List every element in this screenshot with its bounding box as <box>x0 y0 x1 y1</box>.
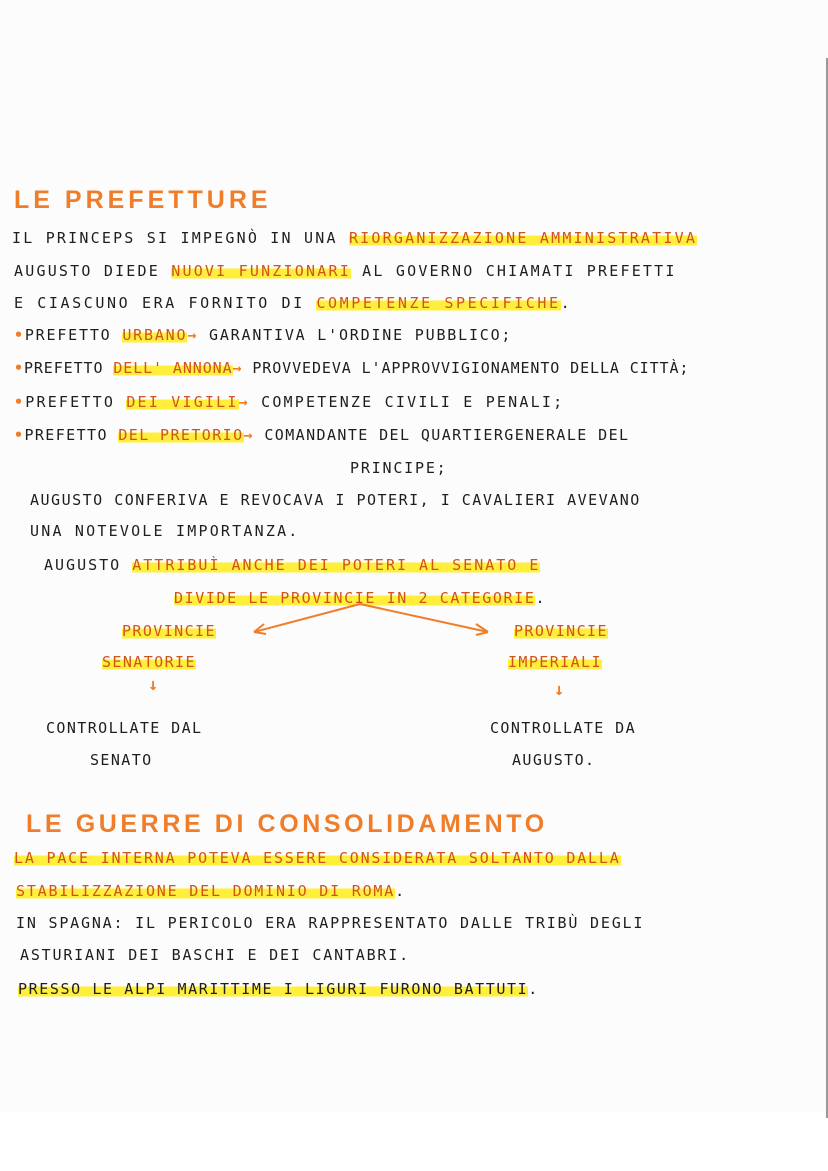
page-bottom-margin <box>0 1112 828 1171</box>
text: . <box>535 589 547 607</box>
highlighted-text: LA PACE INTERNA POTEVA ESSERE CONSIDERATA SOLTANTO DALLA <box>14 849 621 867</box>
text-line: CONTROLLATE DA <box>490 719 637 737</box>
text: AUGUSTO DIEDE <box>14 262 172 280</box>
text: PREFETTO <box>24 326 123 344</box>
bullet-icon: • <box>14 393 26 411</box>
text-line: CONTROLLATE DAL <box>46 719 203 737</box>
text: GARANTIVA L'ORDINE PUBBLICO; <box>198 326 513 344</box>
text: PREFETTO <box>24 426 119 444</box>
highlighted-text: ATTRIBUÌ ANCHE DEI POTERI AL SENATO E <box>132 556 541 574</box>
text-line <box>14 848 621 868</box>
highlighted-text: STABILIZZAZIONE DEL DOMINIO DI ROMA <box>16 882 396 900</box>
text-line <box>14 261 677 281</box>
highlighted-text: DEL PRETORIO <box>118 426 244 444</box>
arrow-right-icon: → <box>243 426 254 444</box>
category-label-right <box>508 652 602 672</box>
section-title-guerre: LE GUERRE DI CONSOLIDAMENTO <box>26 810 548 838</box>
text: PREFETTO <box>25 393 127 411</box>
arrow-right-icon: → <box>238 393 250 411</box>
text-line: ASTURIANI DEI BASCHI E DEI CANTABRI. <box>20 946 410 964</box>
highlighted-text: URBANO <box>122 326 188 344</box>
text: IL PRINCEPS SI IMPEGNÒ IN UNA <box>12 229 349 247</box>
arrow-down-icon: ↓ <box>148 675 160 695</box>
arrow-left-branch <box>254 604 360 632</box>
category-label-left <box>122 621 216 641</box>
bullet-item <box>14 358 689 378</box>
text-line: IN SPAGNA: IL PERICOLO ERA RAPPRESENTATO DALLE TRIBÙ DEGLI <box>16 914 645 932</box>
bullet-item <box>14 425 629 445</box>
category-label-left <box>102 652 196 672</box>
text: AL GOVERNO CHIAMATI PREFETTI <box>350 262 677 280</box>
text: E CIASCUNO ERA FORNITO DI <box>14 294 317 312</box>
highlighted-text: PROVINCIE <box>514 622 608 640</box>
highlighted-text: COMPETENZE SPECIFICHE <box>316 294 561 312</box>
highlighted-text: IMPERIALI <box>508 653 602 671</box>
bullet-icon: • <box>14 326 25 344</box>
highlighted-text: PRESSO LE ALPI MARITTIME I LIGURI FURONO BATTUTI <box>18 980 529 998</box>
text-line: SENATO <box>90 751 153 769</box>
arrow-down-icon: ↓ <box>554 680 566 700</box>
text: AUGUSTO <box>44 556 133 574</box>
highlighted-text: PROVINCIE <box>122 622 216 640</box>
text-line: PRINCIPE; <box>350 459 448 477</box>
bullet-item <box>14 325 512 345</box>
page-top-margin <box>0 0 828 178</box>
highlighted-text: DIVIDE LE PROVINCIE IN 2 CATEGORIE <box>174 589 536 607</box>
highlighted-text: SENATORIE <box>102 653 196 671</box>
category-label-right <box>514 621 608 641</box>
section-title-prefetture: LE PREFETTURE <box>14 186 272 214</box>
highlighted-text: RIORGANIZZAZIONE AMMINISTRATIVA <box>348 229 698 247</box>
text: . <box>395 882 406 900</box>
arrow-right-icon: → <box>232 359 243 377</box>
highlighted-text: DEI VIGILI <box>126 393 239 411</box>
text-line <box>18 979 539 999</box>
text-line <box>12 228 697 248</box>
branch-arrows <box>240 600 500 640</box>
text-line: UNA NOTEVOLE IMPORTANZA. <box>30 522 300 540</box>
bullet-icon: • <box>14 426 25 444</box>
text: COMANDANTE DEL QUARTIERGENERALE DEL <box>253 426 630 444</box>
bullet-item <box>14 392 564 412</box>
text-line <box>14 293 572 313</box>
text: . <box>560 294 573 312</box>
arrow-right-branch <box>360 604 488 632</box>
text-line: AUGUSTO. <box>512 751 596 769</box>
text: PREFETTO <box>23 359 114 377</box>
text-line <box>44 555 540 575</box>
text-line <box>16 881 406 901</box>
text: . <box>528 980 539 998</box>
arrow-right-icon: → <box>187 326 199 344</box>
text: COMPETENZE CIVILI E PENALI; <box>249 393 565 411</box>
highlighted-text: DELL' ANNONA <box>113 359 233 377</box>
text: PROVVEDEVA L'APPROVVIGIONAMENTO DELLA CITTÀ; <box>242 359 690 377</box>
bullet-icon: • <box>14 359 24 377</box>
text-line: AUGUSTO CONFERIVA E REVOCAVA I POTERI, I CAVALIERI AVEVANO <box>30 491 641 509</box>
highlighted-text: NUOVI FUNZIONARI <box>171 262 351 280</box>
